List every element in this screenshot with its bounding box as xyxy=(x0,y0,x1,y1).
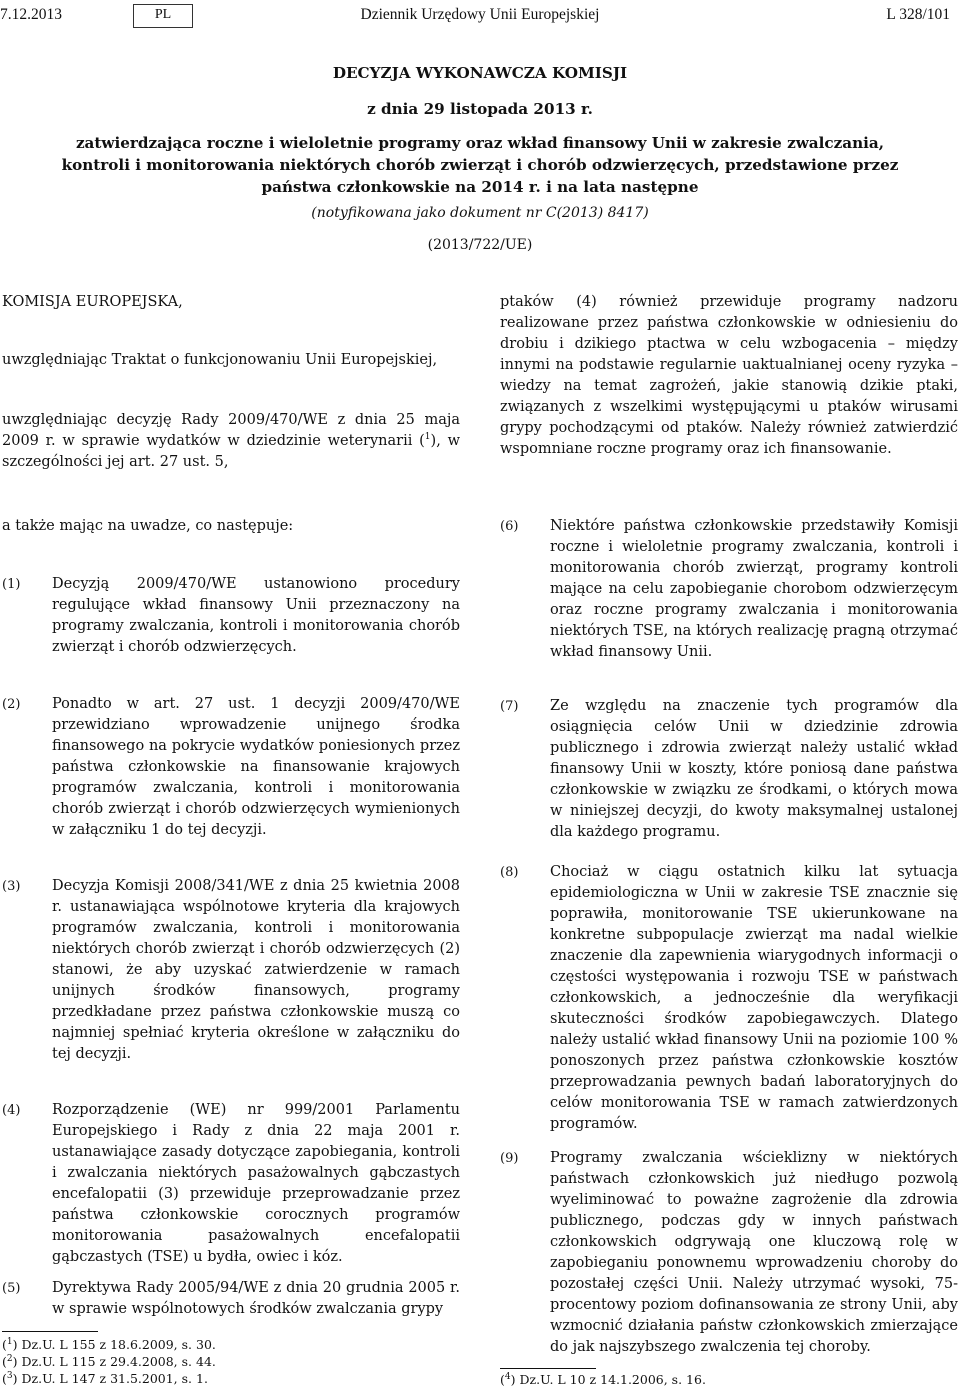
recital-number: (6) xyxy=(500,519,519,534)
page-header xyxy=(0,4,960,28)
recital-number: (9) xyxy=(500,1151,519,1166)
recital-text: Niektóre państwa członkowskie przedstawiły Komisji roczne i wieloletnie programy zwalczania, kontroli i monitorowania chorób zwierząt, programy kontroli mające na celu zapobieganie chorobom odzwierzęcym oraz roczne programy zwalczania i monitorowania niektórych TSE, na których realizację pragną otrzymać wkład finansowy Unii. xyxy=(550,518,958,660)
page-number: L 328/101 xyxy=(886,6,950,23)
footnote: ($^4$) Dz.U. L 10 z 14.1.2006, s. 16. xyxy=(500,1371,706,1387)
footnote-separator xyxy=(2,1331,98,1332)
recital-number: (2) xyxy=(2,697,21,712)
recital-number: (5) xyxy=(2,1281,21,1296)
decision-subject: zatwierdzająca roczne i wieloletnie programy oraz wkład finansowy Unii w zakresie zwalczania, kontroli i monitorowania niektórych chorób zwierząt i chorób odzwierzęcych, przedstawione przez państwa członkowskie na 2014 r. i na lata następne xyxy=(61,134,899,196)
decision-heading: DECYZJA WYKONAWCZA KOMISJI xyxy=(332,64,628,82)
recital-number: (8) xyxy=(500,865,519,880)
recital-text: Programy zwalczania wścieklizny w niektórych państwach członkowskich już niedługo pozwolą wyeliminować to poważne zagrożenie dla zdrowia publicznego, podczas gdy w innych państwach członkowskich odgrywają one kluczową rolę w zapobieganiu ponownemu wprowadzeniu choroby do pozostałej części Unii. Należy utrzymać wysoki, 75-procentowy poziom dofinansowania ze strony Unii, aby wzmocnić działania państw członkowskich zmierzające do jak najszybszego zwalczenia tej choroby. xyxy=(550,1150,958,1355)
decision-date: z dnia 29 listopada 2013 r. xyxy=(367,100,593,118)
publication-date: 7.12.2013 xyxy=(0,6,62,23)
recital-continuation: ptaków (4) również przewiduje programy nadzoru realizowane przez państwa członkowskie w odniesieniu do drobiu i dzikiego ptactwa w celu wzbogacenia – między innymi na podstawie regularnie uaktualnianej oceny ryzyka – wiedzy na temat zagrożeń, jakie stanowią dzikie ptaki, związanych z wszelkimi występującymi u ptaków wirusami grypy pochodzącymi od ptaków. Należy również zatwierdzić wspomniane roczne programy oraz ich finansowanie. xyxy=(500,294,958,457)
commission-line: KOMISJA EUROPEJSKA, xyxy=(2,294,183,310)
footnote: ($^2$) Dz.U. L 115 z 29.4.2008, s. 44. xyxy=(2,1353,216,1369)
recital-number: (7) xyxy=(500,699,519,714)
recital-text: Ze względu na znaczenie tych programów dla osiągnięcia celów Unii w dziedzinie zdrowia publicznego i zdrowia zwierząt należy ustalić wkład finansowy Unii w koszty, które poniosą dane państwa członkowskie w związku ze środkami, o których mowa w niniejszej decyzji, do kwoty maksymalnej ustalonej dla każdego programu. xyxy=(550,698,958,840)
recital-text: Ponadto w art. 27 ust. 1 decyzji 2009/470/WE przewidziano wprowadzenie unijnego środka finansowego na pokrycie wydatków poniesionych przez państwa członkowskie na finansowanie krajowych programów zwalczania, kontroli i monitorowania chorób zwierząt i chorób odzwierzęcych wymienionych w załączniku 1 do tej decyzji. xyxy=(52,696,460,838)
footnote-separator xyxy=(500,1368,596,1369)
footnote: ($^1$) Dz.U. L 155 z 18.6.2009, s. 30. xyxy=(2,1336,216,1352)
recital-text: Rozporządzenie (WE) nr 999/2001 Parlamentu Europejskiego i Rady z dnia 22 maja 2001 r. ustanawiające zasady dotyczące zapobiegania, kontroli i zwalczania niektórych pasażowalnych gąbczastych encefalopatii (3) przewiduje przeprowadzanie przez państwa członkowskie corocznych programów monitorowania pasażowalnych encefalopatii gąbczastych (TSE) u bydła, owiec i kóz. xyxy=(52,1102,460,1265)
recital-text: Decyzja Komisji 2008/341/WE z dnia 25 kwietnia 2008 r. ustanawiająca wspólnotowe kryteria dla krajowych programów zwalczania, kontroli i monitorowania niektórych chorób zwierząt i chorób odzwierzęcych (2) stanowi, że aby uzyskać zatwierdzenie w ramach unijnych środków finansowych, programy przedkładane przez państwa członkowskie muszą co najmniej spełniać kryteria określone w załączniku do tej decyzji. xyxy=(52,878,460,1062)
recital-text: Chociaż w ciągu ostatnich kilku lat sytuacja epidemiologiczna w Unii w zakresie TSE znacznie się poprawiła, monitorowanie TSE ukierunkowane na konkretne subpopulacje zwierząt ma nadal wielkie znaczenie dla zapewnienia wiarygodnych informacji o częstości występowania i rozwoju TSE w państwach członkowskich, a jednocześnie dla weryfikacji skuteczności środków zapobiegawczych. Dlatego należy ustalić wkład finansowy Unii na poziomie 100 % ponoszonych przez państwa członkowskie kosztów przeprowadzania pewnych badań laboratoryjnych do celów monitorowania TSE w ramach zatwierdzonych programów. xyxy=(550,864,958,1132)
left-column xyxy=(2,292,460,1332)
whereas-line: a także mając na uwadze, co następuje: xyxy=(2,518,294,534)
footnote: ($^3$) Dz.U. L 147 z 31.5.2001, s. 1. xyxy=(2,1370,208,1386)
document-number: (2013/722/UE) xyxy=(427,237,533,253)
language-badge: PL xyxy=(133,4,193,28)
recital-text: Decyzją 2009/470/WE ustanowiono procedury regulujące wkład finansowy Unii przeznaczony na programy zwalczania, kontroli i monitorowania chorób zwierząt i chorób odzwierzęcych. xyxy=(52,576,460,655)
having-regard-decision-text: uwzględniając decyzję Rady 2009/470/WE z dnia 25 maja 2009 r. w sprawie wydatków w dziedzinie weterynarii ( xyxy=(2,412,460,449)
having-regard-decision xyxy=(2,410,460,473)
having-regard-treaty: uwzględniając Traktat o funkcjonowaniu Unii Europejskiej, xyxy=(2,352,438,368)
right-column xyxy=(500,292,958,1355)
recital-number: (1) xyxy=(2,577,21,592)
footnote-ref: 1 xyxy=(424,432,431,443)
recital-text: Dyrektywa Rady 2005/94/WE z dnia 20 grudnia 2005 r. w sprawie wspólnotowych środków zwalczania grypy xyxy=(52,1280,460,1317)
having-regard-decision-tail: ), w szczególności jej art. 27 ust. 5, xyxy=(2,433,460,470)
recital-number: (4) xyxy=(2,1103,21,1118)
notification-line: (notyfikowana jako dokument nr C(2013) 8417) xyxy=(311,205,649,221)
journal-title: Dziennik Urzędowy Unii Europejskiej xyxy=(360,6,600,23)
recital-number: (3) xyxy=(2,879,21,894)
